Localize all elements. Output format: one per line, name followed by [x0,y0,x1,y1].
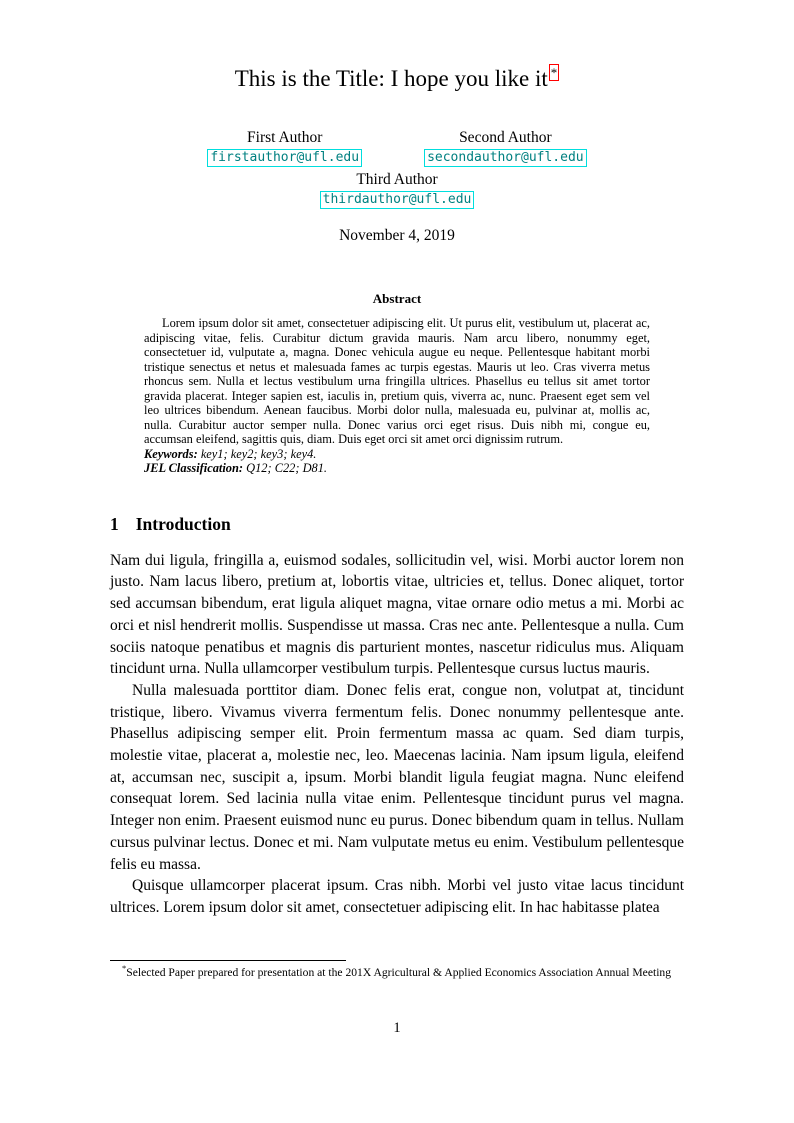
body-paragraph: Quisque ullamcorper placerat ipsum. Cras nibh. Morbi vel justo vitae lacus tincidunt ultrices. Lorem ipsum dolor sit amet, consectetuer adipiscing elit. In hac habitasse platea [110,877,684,916]
section-heading [110,512,684,536]
abstract-section [144,291,650,476]
paper-date: November 4, 2019 [339,227,455,244]
footnote-text [110,963,684,980]
footnote-marker: * [122,963,127,974]
author-block-second [424,128,587,167]
jel-value: Q12; C22; D81. [246,461,328,476]
keywords-line [144,447,650,462]
author-name: Third Author [356,171,438,188]
section-number: 1 [110,513,119,534]
author-name: Second Author [459,129,552,146]
abstract-text: Lorem ipsum dolor sit amet, consectetuer adipiscing elit. Ut purus elit, vestibulum ut, placerat ac, adipiscing vitae, felis. Curabitur dictum gravida mauris. Nam arcu libero, nonummy eget, consectetuer id, vulputate a, magna. Donec vehicula augue eu neque. Pellentesque habitant morbi tristique senectus et netus et malesuada fames ac turpis egestas. Mauris ut leo. Cras viverra metus rhoncus sem. Nulla et lectus vestibulum urna fringilla ultrices. Phasellus eu tellus sit amet tortor gravida placerat. Integer sapien est, iaculis in, pretium quis, viverra ac, nunc. Praesent eget sem vel leo ultrices bibendum. Aenean faucibus. Morbi dolor nulla, malesuada eu, pulvinar at, mollis ac, nulla. Curabitur auctor semper nulla. Donec varius orci eget risus. Duis nibh mi, congue eu, accumsan eleifend, sagittis quis, diam. Duis eget orci sit amet orci dignissim rutrum. [144,316,650,446]
body-paragraph: Nulla malesuada porttitor diam. Donec felis erat, congue non, volutpat at, tincidunt tristique, libero. Vivamus viverra fermentum felis. Donec nonummy pellentesque ante. Phasellus adipiscing semper elit. Proin fermentum massa ac quam. Sed diam turpis, molestie vitae, placerat a, molestie nec, leo. Maecenas lacinia. Nam ipsum ligula, eleifend at, accumsan nec, suscipit a, ipsum. Morbi blandit ligula feugiat magna. Nunc eleifend consequat lorem. Sed lacinia nulla vitae enim. Pellentesque tincidunt purus vel magna. Integer non enim. Praesent euismod nunc eu purus. Donec bibendum quam in tellus. Nullam cursus pulvinar lectus. Donec et mi. Nam vulputate metus eu enim. Vestibulum pellentesque felis eu massa. [110,681,684,873]
author-email-link[interactable]: firstauthor@ufl.edu [207,149,362,167]
author-email-link[interactable]: thirdauthor@ufl.edu [320,191,475,209]
abstract-body [144,316,650,476]
authors-row [110,128,684,167]
section-title: Introduction [135,513,231,534]
author-email-link[interactable]: secondauthor@ufl.edu [424,149,587,167]
title-footnote-link[interactable]: * [550,65,558,81]
paper-title [110,64,684,94]
author-name: First Author [247,129,323,146]
footnote-body: Selected Paper prepared for presentation at the 201X Agricultural & Applied Economics Association Annual Meeting [126,966,672,979]
footnote-rule [110,960,346,961]
author-block-third [110,170,684,209]
page-number: 1 [393,1020,401,1036]
body-paragraph: Nam dui ligula, fringilla a, euismod sodales, sollicitudin vel, wisi. Morbi auctor lorem non justo. Nam lacus libero, pretium at, lobortis vitae, ultricies et, tellus. Donec aliquet, tortor sed accumsan bibendum, erat ligula aliquet magna, vitae ornare odio metus a mi. Morbi ac orci et nisl hendrerit mollis. Suspendisse ut massa. Cras nec ante. Pellentesque a nulla. Cum sociis natoque penatibus et magnis dis parturient montes, nascetur ridiculus mus. Aliquam tincidunt urna. Nulla ullamcorper vestibulum turpis. Pellentesque cursus luctus mauris. [110,551,684,678]
abstract-heading: Abstract [372,291,422,306]
jel-line [144,461,650,476]
author-block-first [207,128,362,167]
section-body [110,550,684,919]
keywords-value: key1; key2; key3; key4. [200,446,317,461]
footnote-area [110,960,684,980]
paper-title-text: This is the Title: I hope you like it [234,66,548,91]
keywords-label: Keywords: [144,446,198,461]
jel-label: JEL Classification: [144,461,244,476]
